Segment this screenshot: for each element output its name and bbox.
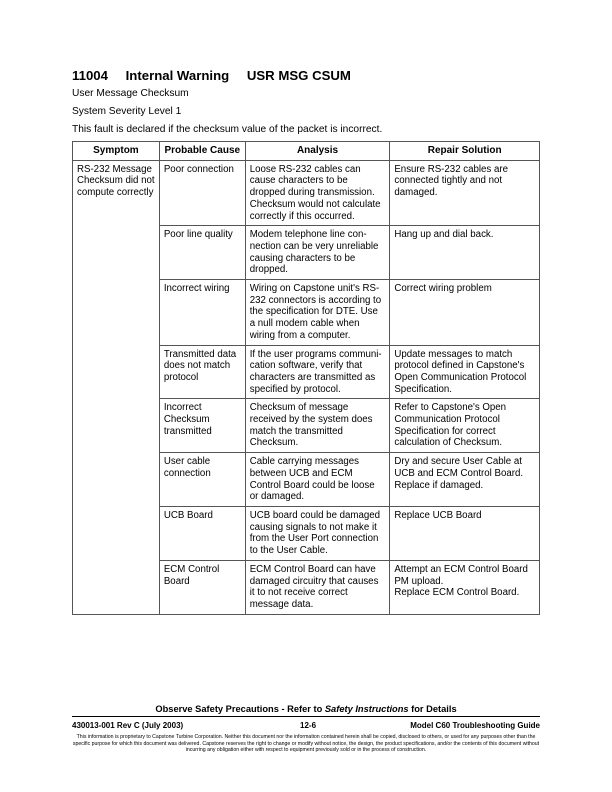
header-symptom: Symptom xyxy=(73,142,160,161)
fault-severity: System Severity Level 1 xyxy=(72,106,182,117)
cause-cell: Transmitted data does not match protocol xyxy=(159,345,245,399)
cause-cell: Poor line quality xyxy=(159,226,245,280)
analysis-cell: Cable carrying messages between UCB and ECM Control Board could be loose or damaged. xyxy=(245,453,390,507)
solution-cell: Update messages to match protocol defined in Capstone's Open Communication Protocol Specification. xyxy=(390,345,540,399)
cause-cell: Poor connection xyxy=(159,160,245,226)
analysis-cell: ECM Control Board can have damaged circuitry that causes it to not receive correct message data. xyxy=(245,560,390,614)
solution-cell: Ensure RS-232 cables are connected tightly and not damaged. xyxy=(390,160,540,226)
fault-title: Internal Warning xyxy=(125,68,230,83)
cause-cell: User cable connection xyxy=(159,453,245,507)
solution-cell: Replace UCB Board xyxy=(390,506,540,560)
cause-cell: UCB Board xyxy=(159,506,245,560)
solution-cell: Refer to Capstone's Open Communication Protocol Specification for correct calculation of Checksum. xyxy=(390,399,540,453)
table-row xyxy=(73,160,540,226)
header-probable-cause: Probable Cause xyxy=(159,142,245,161)
document-id: 430013-001 Rev C (July 2003) xyxy=(72,721,184,730)
solution-cell xyxy=(390,560,540,614)
solution-line: Replace ECM Control Board. xyxy=(394,587,520,599)
safety-note xyxy=(0,704,612,714)
cause-cell: Incorrect Checksum transmitted xyxy=(159,399,245,453)
safety-note-suffix: for Details xyxy=(408,704,457,714)
guide-title: Model C60 Troubleshooting Guide xyxy=(410,721,540,730)
header-repair-solution: Repair Solution xyxy=(390,142,540,161)
fault-heading xyxy=(72,68,351,83)
analysis-cell: If the user programs communi-cation software, verify that characters are transmitted as specified by protocol. xyxy=(245,345,390,399)
header-analysis: Analysis xyxy=(245,142,390,161)
fault-description: User Message Checksum xyxy=(72,88,189,99)
table-header-row xyxy=(73,142,540,161)
analysis-cell: Loose RS-232 cables can cause characters to be dropped during transmission. Checksum would not calculate correctly if this occurred. xyxy=(245,160,390,226)
analysis-cell: Wiring on Capstone unit's RS-232 connectors is according to the specification for DTE. Use a null modem cable when wiring from a computer. xyxy=(245,280,390,346)
fault-explanation: This fault is declared if the checksum value of the packet is incorrect. xyxy=(72,124,383,135)
analysis-cell: Modem telephone line con-nection can be very unreliable causing characters to be dropped. xyxy=(245,226,390,280)
cause-cell: Incorrect wiring xyxy=(159,280,245,346)
legal-notice: This information is proprietary to Capstone Turbine Corporation. Neither this document nor the information contained herein shall be copied, disclosed to others, or used for any purposes other than the specific purpose for which this document was delivered. Capstone reserves the right to change or modify without notice, the design, the product specifications, and/or the contents of this document without incurring any obligation either with respect to equipment previously sold or in the process of construction. xyxy=(72,734,540,754)
symptom-cell: RS-232 Message Checksum did not compute correctly xyxy=(73,160,160,614)
footer-divider xyxy=(72,716,540,717)
troubleshooting-table xyxy=(72,141,540,615)
solution-line: Attempt an ECM Control Board PM upload. xyxy=(394,563,528,587)
analysis-cell: Checksum of message received by the system does match the transmitted Checksum. xyxy=(245,399,390,453)
solution-cell: Dry and secure User Cable at UCB and ECM Control Board. Replace if damaged. xyxy=(390,453,540,507)
fault-code: 11004 xyxy=(72,68,108,83)
analysis-cell: UCB board could be damaged causing signals to not make it from the User Port connection to the User Cable. xyxy=(245,506,390,560)
safety-note-italic: Safety Instructions xyxy=(324,704,409,714)
solution-cell: Correct wiring problem xyxy=(390,280,540,346)
cause-cell: ECM Control Board xyxy=(159,560,245,614)
fault-message: USR MSG CSUM xyxy=(246,68,351,83)
page-number: 12-6 xyxy=(300,721,317,730)
solution-cell: Hang up and dial back. xyxy=(390,226,540,280)
safety-note-prefix: Observe Safety Precautions - Refer to xyxy=(155,704,325,714)
